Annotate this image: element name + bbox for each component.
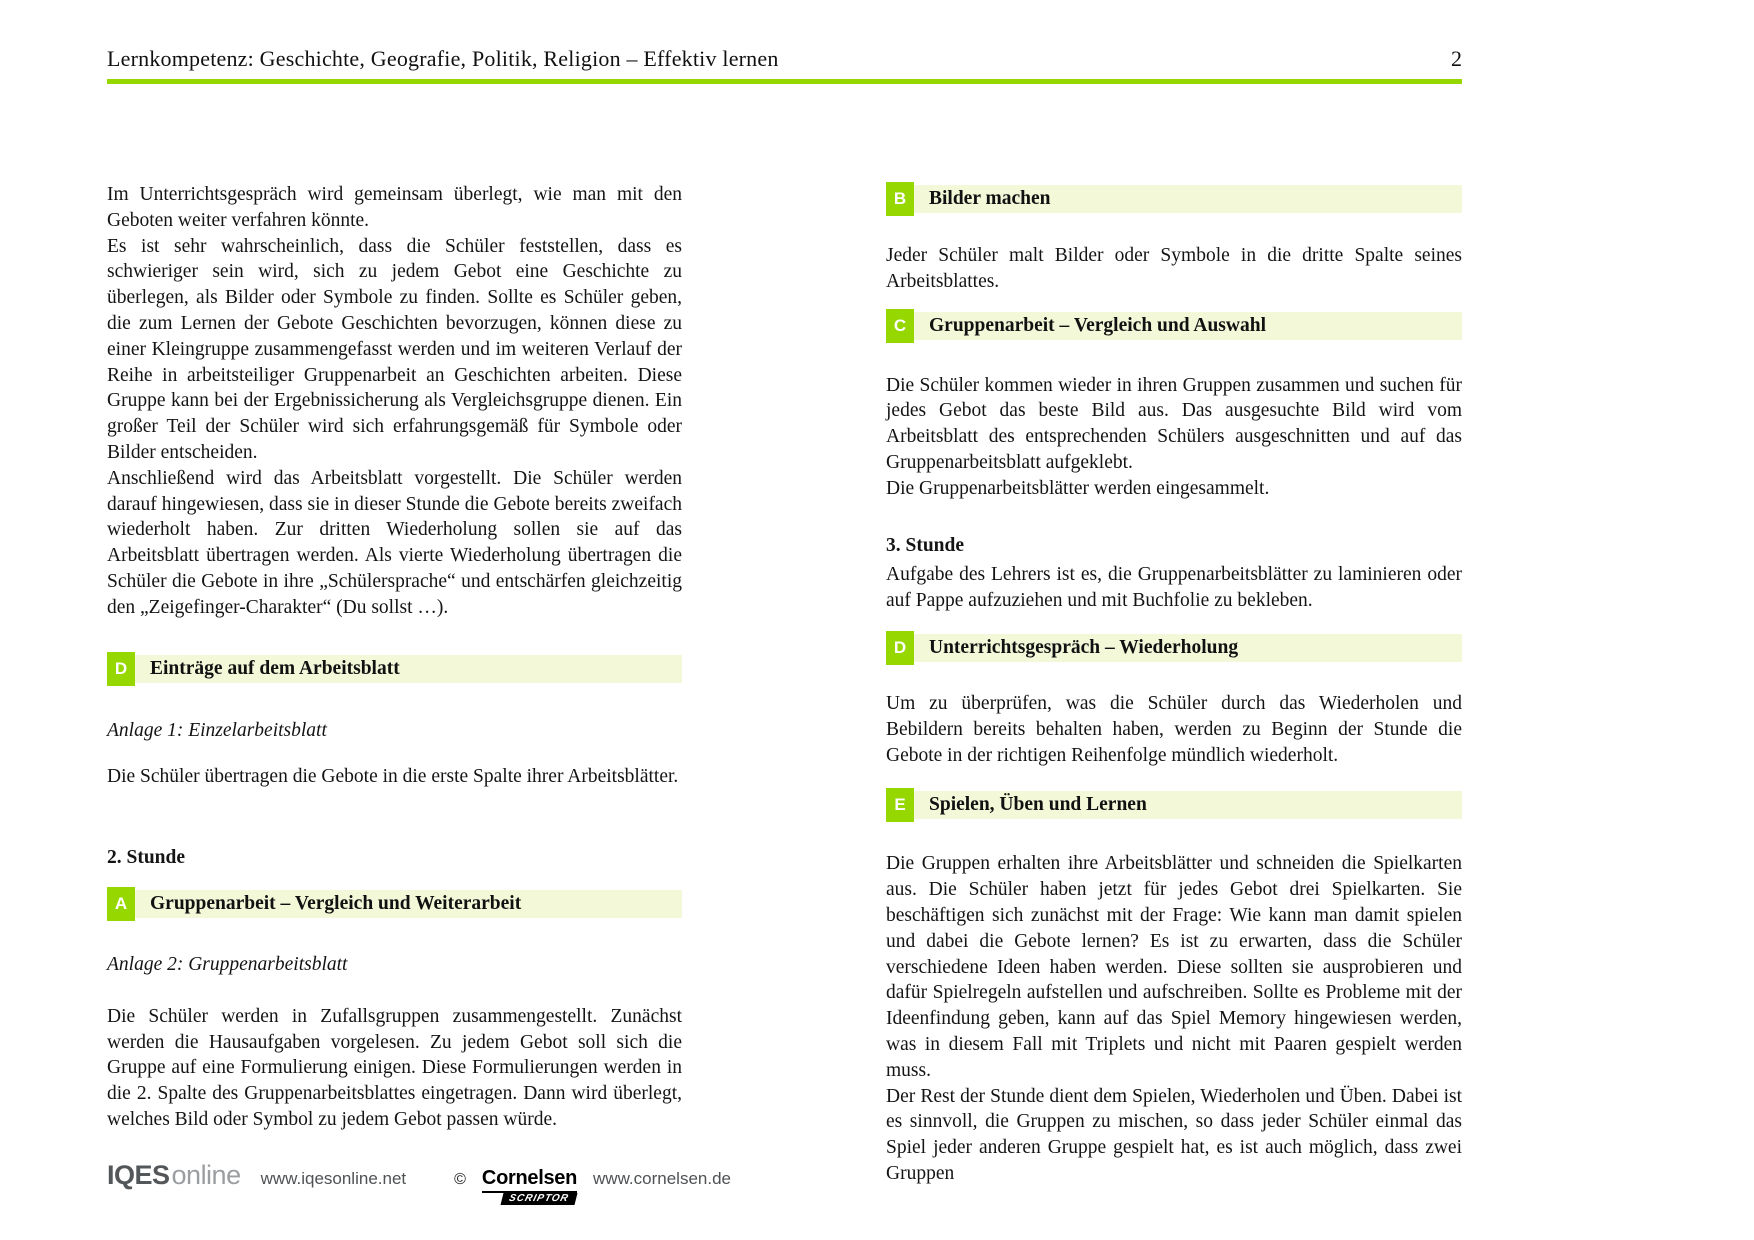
cornelsen-url: www.cornelsen.de — [593, 1169, 731, 1188]
paragraph: Der Rest der Stunde dient dem Spielen, Wiederholen und Üben. Dabei ist es sinnvoll, die Gruppen zu mischen, so dass jeder Schüler einmal das Spiel jeder anderen Gruppe gespielt hat, es ist auch möglich, dass zwei Gruppen — [886, 1085, 1462, 1184]
section-letter-badge: E — [886, 788, 914, 822]
iqes-url: www.iqesonline.net — [260, 1169, 407, 1188]
section-header-d — [107, 652, 682, 686]
cornelsen-scriptor-logo — [481, 1167, 578, 1204]
paragraph: Die Schüler kommen wieder in ihren Gruppen zusammen und suchen für jedes Gebot das beste Bild aus. Das ausgesuchte Bild wird vom Arbeitsblatt des entsprechenden Schülers ausgeschnitten und auf das Gruppenarbeitsblatt aufgeklebt. — [886, 374, 1462, 473]
iqes-logo-text: IQES — [107, 1160, 170, 1190]
section-header-b — [886, 182, 1462, 216]
right-column — [886, 182, 1462, 1187]
section-letter-badge: D — [886, 631, 914, 665]
page-number: 2 — [1451, 46, 1462, 71]
paragraph: Es ist sehr wahrscheinlich, dass die Schüler feststellen, dass es schwieriger sein wird, sich zu jedem Gebot eine Geschichte zu überlegen, als Bilder oder Symbole zu finden. Sollte es Schüler geben, die zum Lernen der Gebote Geschichten bevorzugen, können diese zu einer Kleingruppe zusammengefasst werden und im weiteren Verlauf der Reihe in arbeitsteiliger Gruppenarbeit an Geschichten arbeiten. Diese Gruppe kann bei der Ergebnissicherung als Vergleichsgruppe dienen. Ein großer Teil der Schüler wird sich erfahrungsgemäß für Symbole oder Bilder entscheiden. — [107, 235, 682, 463]
section-title: Einträge auf dem Arbeitsblatt — [150, 657, 400, 679]
section-header-d — [886, 631, 1462, 665]
section-letter-badge: C — [886, 309, 914, 343]
paragraph: Anschließend wird das Arbeitsblatt vorgestellt. Die Schüler werden darauf hingewiesen, dass sie in dieser Stunde die Gebote bereits zweifach wiederholt haben. Zur dritten Wiederholung sollen sie auf das Arbeitsblatt übertragen werden. Als vierte Wiederholung übertragen die Schüler die Gebote in ihre „Schülersprache“ und entschärfen gleichzeitig den „Zeigefinger-Charakter“ (Du sollst …). — [107, 467, 682, 618]
footer — [107, 1160, 731, 1204]
cornelsen-logo-text: Cornelsen — [482, 1167, 577, 1193]
paragraph: Die Gruppenarbeitsblätter werden eingesammelt. — [886, 477, 1270, 499]
header-rule — [107, 79, 1462, 84]
iqes-online-logo — [107, 1160, 241, 1191]
anlage-reference: Anlage 2: Gruppenarbeitsblatt — [107, 953, 348, 975]
section-letter-badge: A — [107, 887, 135, 921]
section-letter-badge: D — [107, 652, 135, 686]
stunde-heading: 3. Stunde — [886, 534, 965, 556]
copyright-symbol: © — [454, 1171, 466, 1188]
section-title: Spielen, Üben und Lernen — [929, 794, 1147, 816]
page-title: Lernkompetenz: Geschichte, Geografie, Politik, Religion – Effektiv lernen — [107, 46, 779, 71]
paragraph: Die Schüler übertragen die Gebote in die erste Spalte ihrer Arbeitsblätter. — [107, 766, 679, 788]
section-letter-badge: B — [886, 182, 914, 216]
section-title: Gruppenarbeit – Vergleich und Auswahl — [929, 314, 1266, 336]
paragraph: Um zu überprüfen, was die Schüler durch das Wiederholen und Bebildern bereits behalten haben, werden zu Beginn der Stunde die Gebote in der richtigen Reihenfolge mündlich wiederholt. — [886, 692, 1462, 766]
paragraph: Jeder Schüler malt Bilder oder Symbole in die dritte Spalte seines Arbeitsblattes. — [886, 245, 1462, 292]
stunde-heading: 2. Stunde — [107, 847, 186, 869]
paragraph: Im Unterrichtsgespräch wird gemeinsam überlegt, wie man mit den Geboten weiter verfahren könnte. — [107, 184, 682, 231]
section-header-e — [886, 788, 1462, 822]
paragraph: Aufgabe des Lehrers ist es, die Gruppenarbeitsblätter zu laminieren oder auf Pappe aufzuziehen und mit Buchfolie zu bekleben. — [886, 564, 1462, 612]
section-title: Unterrichtsgespräch – Wiederholung — [929, 636, 1239, 658]
anlage-reference: Anlage 1: Einzelarbeitsblatt — [107, 719, 327, 741]
section-title: Gruppenarbeit – Vergleich und Weiterarbeit — [150, 892, 522, 914]
left-column — [107, 182, 682, 1133]
paragraph: Die Gruppen erhalten ihre Arbeitsblätter und schneiden die Spielkarten aus. Die Schüler haben jetzt für jedes Gebot drei Spielkarten. Sie beschäftigen sich zunächst mit der Frage: Wie kann man damit spielen und dabei die Gebote lernen? Es ist zu erwarten, dass die Schüler verschiedene Ideen haben werden. Diese sollten sie ausprobieren und dafür Spielregeln aufstellen und aufschreiben. Sollte es Probleme mit der Ideenfindung geben, kann auf das Spiel Memory hingewiesen werden, was in diesem Fall mit Triplets und nicht mit Paaren gespielt werden muss. — [886, 853, 1462, 1081]
scriptor-logo-banner: SCRIPTOR — [500, 1193, 576, 1205]
iqes-logo-online-text: online — [171, 1160, 241, 1190]
section-header-a — [107, 887, 682, 921]
section-header-c — [886, 309, 1462, 343]
section-title: Bilder machen — [929, 188, 1051, 209]
paragraph: Die Schüler werden in Zufallsgruppen zusammengestellt. Zunächst werden die Hausaufgaben vorgelesen. Zu jedem Gebot soll sich die Gruppe auf eine Formulierung einigen. Diese Formulierungen werden in die 2. Spalte des Gruppenarbeitsblattes eingetragen. Dann wird überlegt, welches Bild oder Symbol zu jedem Gebot passen würde. — [107, 1005, 682, 1130]
